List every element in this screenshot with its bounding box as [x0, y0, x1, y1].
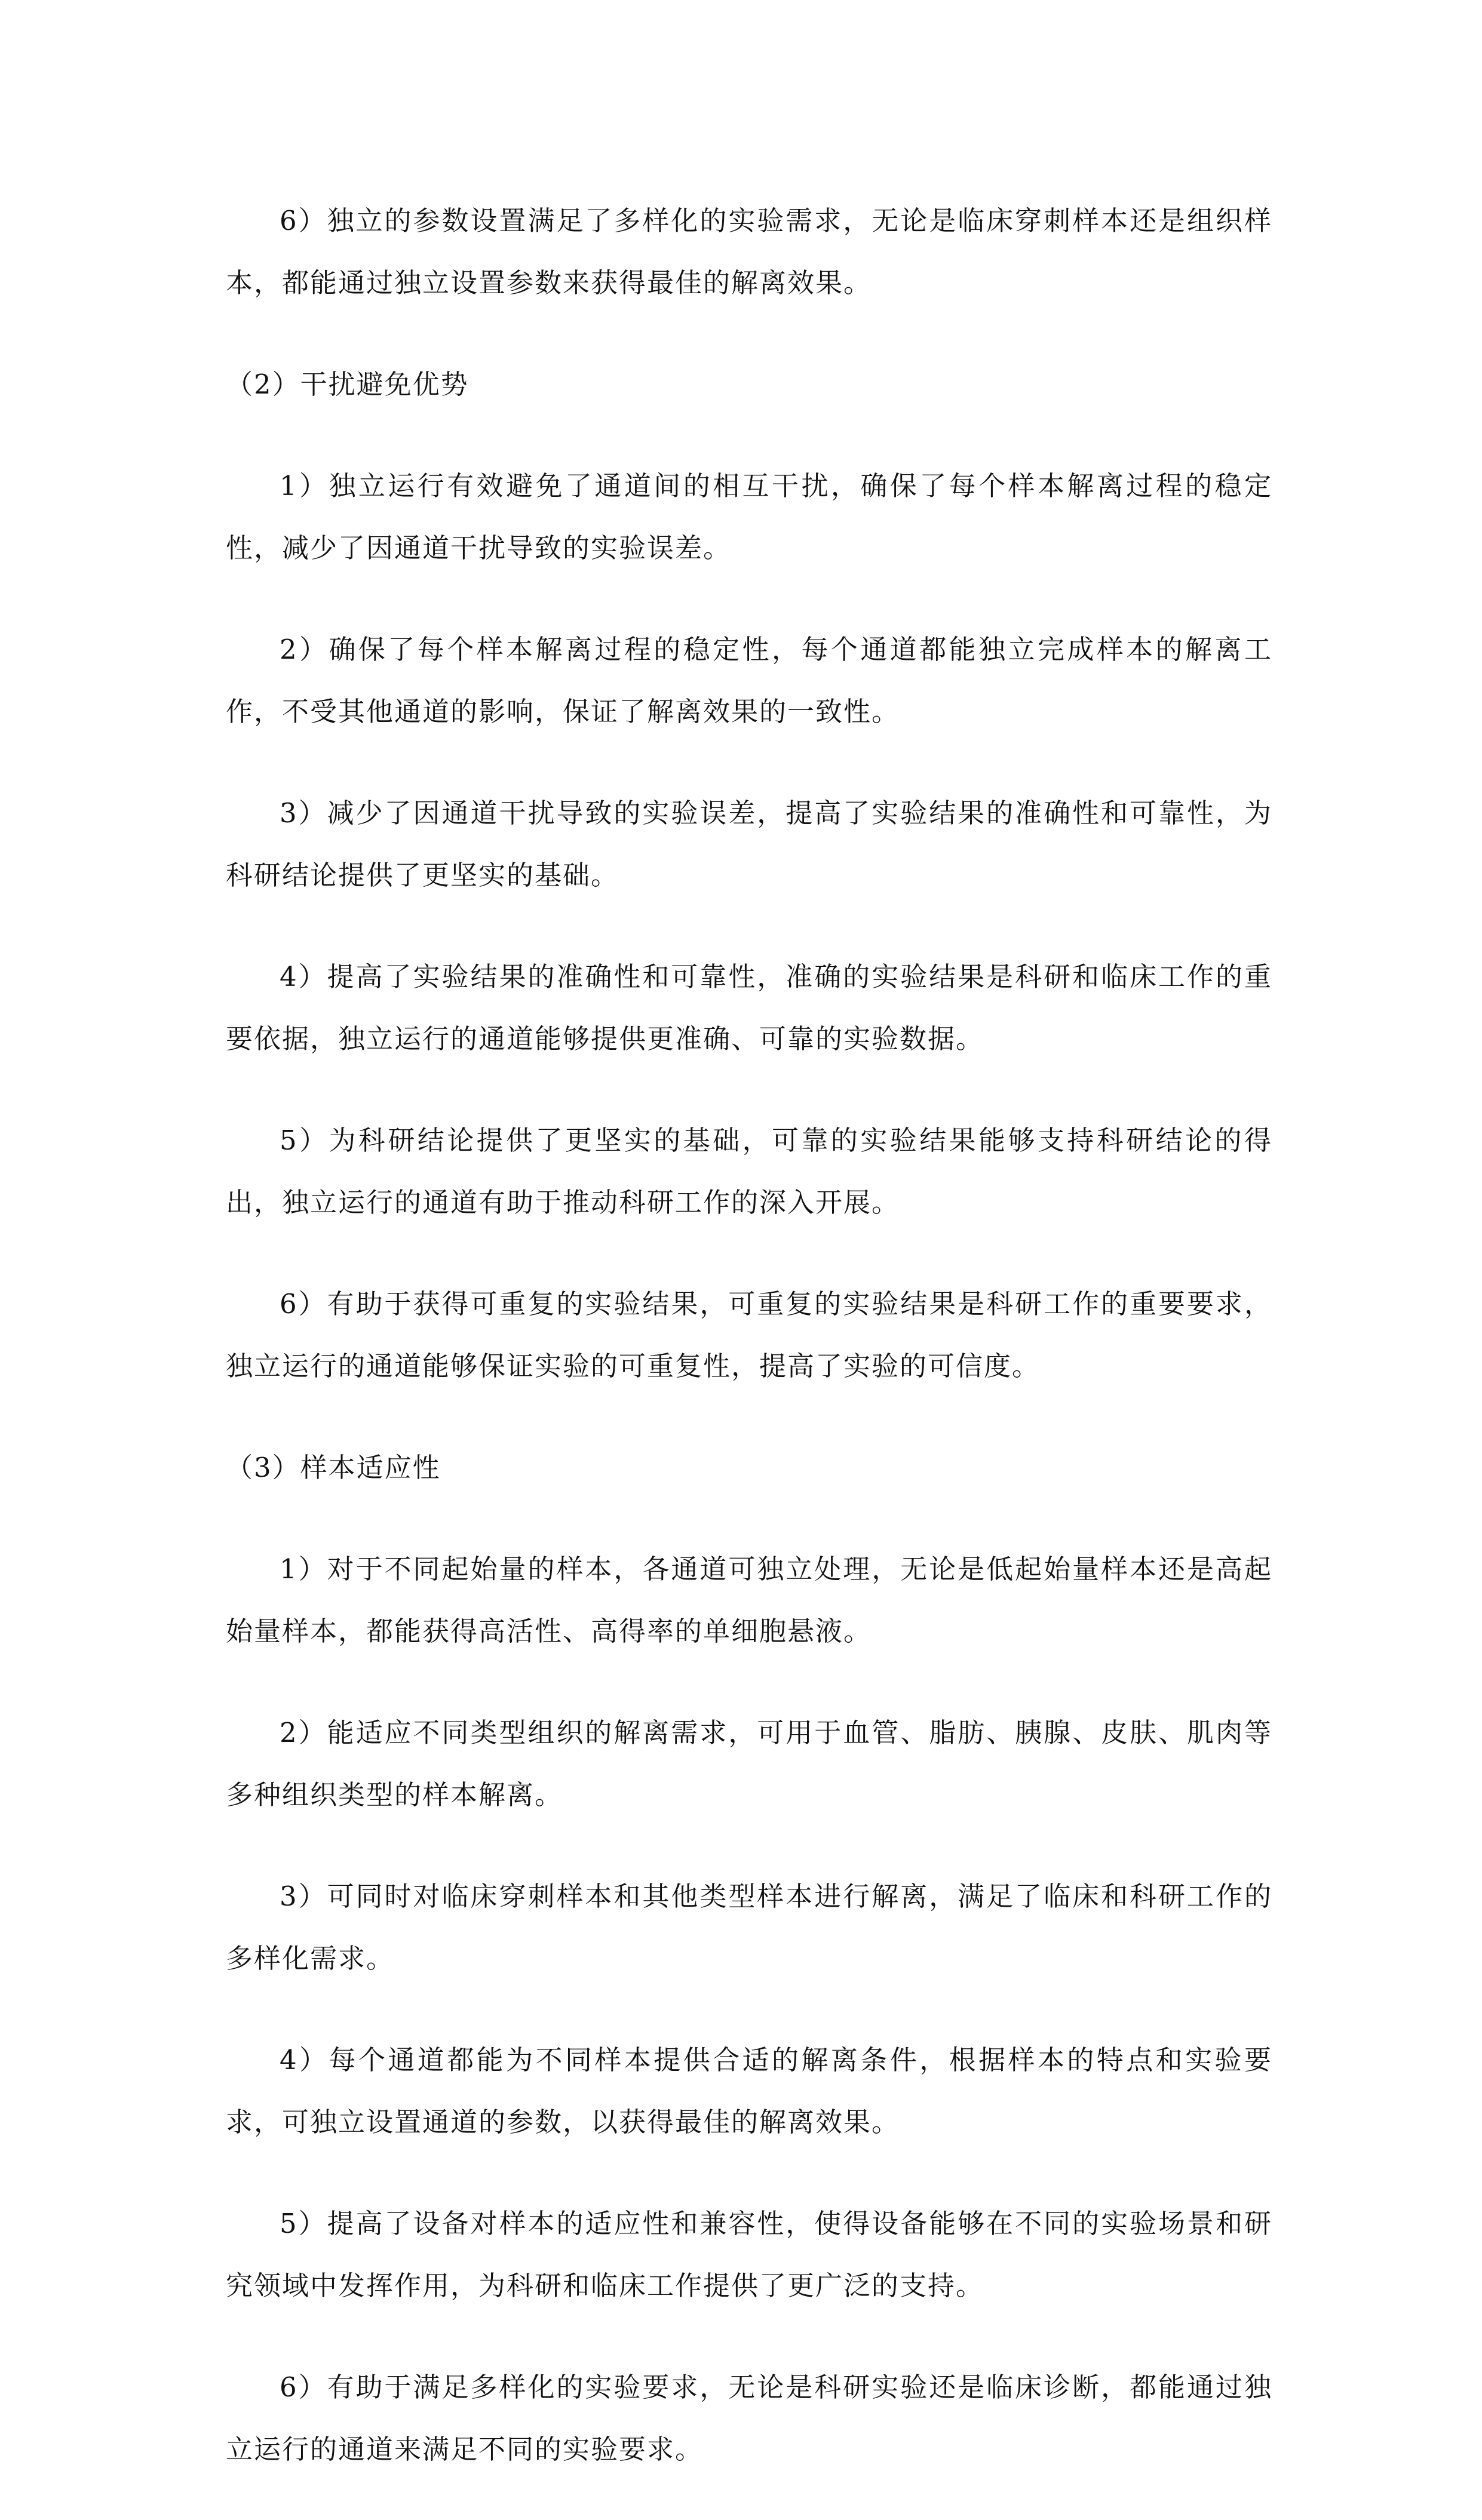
paragraph-reduce-error: 3）减少了因通道干扰导致的实验误差，提高了实验结果的准确性和可靠性，为科研结论提供了更坚实的基础。 [226, 797, 1272, 891]
paragraph-para-param-settings: 6）独立的参数设置满足了多样化的实验需求，无论是临床穿刺样本还是组织样本，都能通过独立设置参数来获得最佳的解离效果。 [226, 205, 1272, 299]
paragraph-starting-amount: 1）对于不同起始量的样本，各通道可独立处理，无论是低起始量样本还是高起始量样本，都能获得高活性、高得率的单细胞悬液。 [226, 1553, 1272, 1647]
paragraph-clinical-samples: 3）可同时对临床穿刺样本和其他类型样本进行解离，满足了临床和科研工作的多样化需求。 [226, 1880, 1272, 1974]
paragraph-accuracy: 4）提高了实验结果的准确性和可靠性，准确的实验结果是科研和临床工作的重要依据，独立运行的通道能够提供更准确、可靠的实验数据。 [226, 961, 1272, 1055]
paragraph-avoid-interference: 1）独立运行有效避免了通道间的相互干扰，确保了每个样本解离过程的稳定性，减少了因通道干扰导致的实验误差。 [226, 470, 1272, 564]
paragraph-diverse-requirements: 6）有助于满足多样化的实验要求，无论是科研实验还是临床诊断，都能通过独立运行的通道来满足不同的实验要求。 [226, 2371, 1272, 2465]
section-heading-interference: （2）干扰避免优势 [226, 368, 469, 400]
paragraph-stability: 2）确保了每个样本解离过程的稳定性，每个通道都能独立完成样本的解离工作，不受其他通道的影响，保证了解离效果的一致性。 [226, 634, 1272, 727]
section-heading-sample-adaptability: （3）样本适应性 [226, 1452, 441, 1483]
paragraph-foundation: 5）为科研结论提供了更坚实的基础，可靠的实验结果能够支持科研结论的得出，独立运行的通道有助于推动科研工作的深入开展。 [226, 1124, 1272, 1218]
paragraph-channel-conditions: 4）每个通道都能为不同样本提供合适的解离条件，根据样本的特点和实验要求，可独立设置通道的参数，以获得最佳的解离效果。 [226, 2044, 1272, 2138]
document-body [226, 190, 1272, 2520]
paragraph-repeatability: 6）有助于获得可重复的实验结果，可重复的实验结果是科研工作的重要要求，独立运行的通道能够保证实验的可重复性，提高了实验的可信度。 [226, 1288, 1272, 1382]
paragraph-compatibility: 5）提高了设备对样本的适应性和兼容性，使得设备能够在不同的实验场景和研究领域中发挥作用，为科研和临床工作提供了更广泛的支持。 [226, 2208, 1272, 2301]
paragraph-tissue-types: 2）能适应不同类型组织的解离需求，可用于血管、脂肪、胰腺、皮肤、肌肉等多种组织类型的样本解离。 [226, 1717, 1272, 1811]
